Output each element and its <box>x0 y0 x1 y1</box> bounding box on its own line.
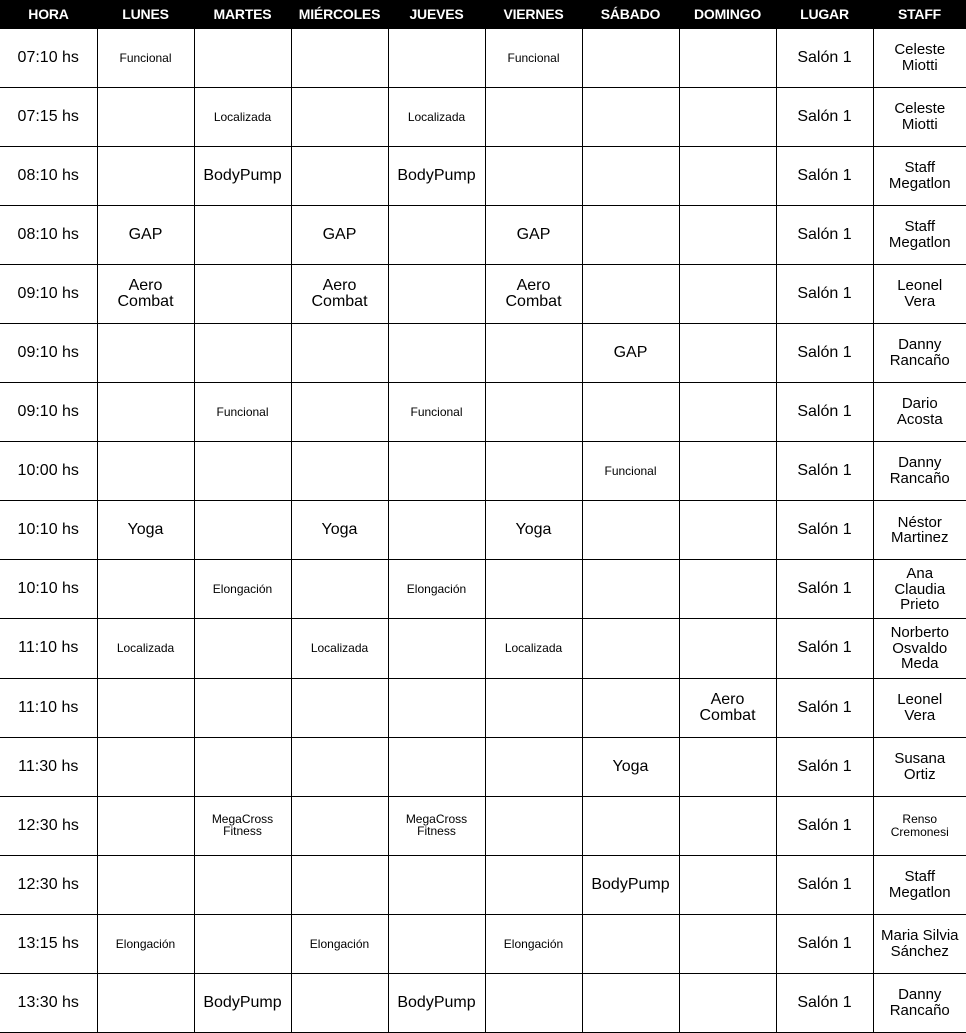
class-cell-sabado <box>582 205 679 264</box>
class-cell-martes <box>194 205 291 264</box>
class-cell-jueves <box>388 264 485 323</box>
schedule-row <box>0 205 966 264</box>
schedule-row <box>0 974 966 1033</box>
class-cell-lunes: Yoga <box>97 501 194 560</box>
class-cell-sabado <box>582 914 679 973</box>
class-cell-lunes <box>97 383 194 442</box>
class-cell-martes: Funcional <box>194 383 291 442</box>
class-cell-lunes <box>97 560 194 619</box>
class-cell-viernes <box>485 383 582 442</box>
staff-cell: Staff Megatlon <box>873 855 966 914</box>
time-cell: 09:10 hs <box>0 323 97 382</box>
schedule-row <box>0 796 966 855</box>
class-cell-lunes: GAP <box>97 205 194 264</box>
staff-cell: Dario Acosta <box>873 383 966 442</box>
class-cell-martes <box>194 619 291 678</box>
class-cell-viernes: Localizada <box>485 619 582 678</box>
header-lunes: LUNES <box>122 5 169 22</box>
class-cell-jueves <box>388 442 485 501</box>
class-cell-domingo <box>679 501 776 560</box>
staff-cell: Danny Rancaño <box>873 442 966 501</box>
schedule-header <box>0 0 966 28</box>
staff-cell: Susana Ortiz <box>873 737 966 796</box>
class-cell-lunes: Localizada <box>97 619 194 678</box>
staff-cell: Staff Megatlon <box>873 205 966 264</box>
class-cell-jueves: Funcional <box>388 383 485 442</box>
class-cell-lunes <box>97 796 194 855</box>
header-staff: STAFF <box>897 5 942 22</box>
class-cell-domingo <box>679 323 776 382</box>
class-cell-sabado <box>582 146 679 205</box>
class-cell-domingo <box>679 737 776 796</box>
class-cell-domingo <box>679 205 776 264</box>
class-cell-martes: BodyPump <box>194 974 291 1033</box>
staff-cell: Néstor Martinez <box>873 501 966 560</box>
class-cell-jueves: Elongación <box>388 560 485 619</box>
class-cell-martes <box>194 914 291 973</box>
class-cell-viernes <box>485 974 582 1033</box>
class-cell-lunes <box>97 146 194 205</box>
location-cell: Salón 1 <box>776 264 873 323</box>
class-cell-domingo <box>679 383 776 442</box>
class-cell-domingo <box>679 87 776 146</box>
class-cell-lunes <box>97 442 194 501</box>
class-cell-miercoles <box>291 323 388 382</box>
time-cell: 11:10 hs <box>0 619 97 678</box>
location-cell: Salón 1 <box>776 737 873 796</box>
class-cell-miercoles: Localizada <box>291 619 388 678</box>
time-cell: 10:10 hs <box>0 501 97 560</box>
class-cell-martes <box>194 855 291 914</box>
class-cell-martes: Elongación <box>194 560 291 619</box>
time-cell: 11:10 hs <box>0 678 97 737</box>
schedule-row <box>0 678 966 737</box>
class-cell-sabado: GAP <box>582 323 679 382</box>
time-cell: 12:30 hs <box>0 796 97 855</box>
class-cell-domingo <box>679 974 776 1033</box>
header-miercoles: MIÉRCOLES <box>298 5 381 22</box>
class-cell-jueves <box>388 678 485 737</box>
class-cell-martes <box>194 264 291 323</box>
schedule-row <box>0 146 966 205</box>
class-cell-domingo <box>679 560 776 619</box>
class-cell-sabado <box>582 796 679 855</box>
class-cell-lunes <box>97 323 194 382</box>
class-cell-martes: Localizada <box>194 87 291 146</box>
schedule-row <box>0 442 966 501</box>
header-jueves: JUEVES <box>409 5 464 22</box>
schedule-row <box>0 737 966 796</box>
time-cell: 10:00 hs <box>0 442 97 501</box>
location-cell: Salón 1 <box>776 205 873 264</box>
class-cell-miercoles <box>291 974 388 1033</box>
staff-cell: Leonel Vera <box>873 264 966 323</box>
time-cell: 09:10 hs <box>0 383 97 442</box>
class-cell-sabado <box>582 678 679 737</box>
location-cell: Salón 1 <box>776 383 873 442</box>
class-cell-martes: MegaCross Fitness <box>194 796 291 855</box>
class-cell-viernes: Aero Combat <box>485 264 582 323</box>
staff-cell: Norberto Osvaldo Meda <box>873 619 966 678</box>
class-cell-miercoles <box>291 442 388 501</box>
schedule-body <box>0 28 966 1033</box>
class-cell-domingo <box>679 914 776 973</box>
time-cell: 13:15 hs <box>0 914 97 973</box>
class-cell-lunes <box>97 737 194 796</box>
schedule-row <box>0 87 966 146</box>
class-cell-viernes <box>485 678 582 737</box>
class-cell-sabado <box>582 974 679 1033</box>
schedule-row <box>0 501 966 560</box>
staff-cell: Ana Claudia Prieto <box>873 560 966 619</box>
class-cell-lunes: Aero Combat <box>97 264 194 323</box>
schedule-row <box>0 560 966 619</box>
class-cell-sabado: Yoga <box>582 737 679 796</box>
class-cell-miercoles: Aero Combat <box>291 264 388 323</box>
class-cell-lunes <box>97 678 194 737</box>
class-cell-viernes <box>485 87 582 146</box>
class-cell-domingo <box>679 442 776 501</box>
schedule-row <box>0 855 966 914</box>
class-cell-jueves <box>388 323 485 382</box>
header-domingo: DOMINGO <box>693 5 762 22</box>
class-cell-lunes <box>97 87 194 146</box>
class-cell-sabado <box>582 619 679 678</box>
header-lugar: LUGAR <box>800 5 849 22</box>
class-cell-domingo <box>679 619 776 678</box>
class-cell-jueves: BodyPump <box>388 146 485 205</box>
time-cell: 08:10 hs <box>0 205 97 264</box>
class-cell-viernes <box>485 560 582 619</box>
class-cell-martes <box>194 737 291 796</box>
class-cell-jueves: MegaCross Fitness <box>388 796 485 855</box>
time-cell: 13:30 hs <box>0 974 97 1033</box>
location-cell: Salón 1 <box>776 87 873 146</box>
schedule-row <box>0 323 966 382</box>
location-cell: Salón 1 <box>776 442 873 501</box>
class-cell-viernes <box>485 323 582 382</box>
class-cell-martes <box>194 678 291 737</box>
class-cell-jueves <box>388 914 485 973</box>
class-cell-viernes <box>485 442 582 501</box>
staff-cell: Maria Silvia Sánchez <box>873 914 966 973</box>
class-cell-viernes: Funcional <box>485 28 582 87</box>
class-cell-miercoles <box>291 146 388 205</box>
schedule-row <box>0 264 966 323</box>
location-cell: Salón 1 <box>776 796 873 855</box>
class-cell-miercoles <box>291 87 388 146</box>
class-cell-viernes <box>485 796 582 855</box>
class-cell-miercoles <box>291 796 388 855</box>
class-cell-martes <box>194 501 291 560</box>
class-cell-viernes: Yoga <box>485 501 582 560</box>
staff-cell: Leonel Vera <box>873 678 966 737</box>
location-cell: Salón 1 <box>776 974 873 1033</box>
class-cell-sabado <box>582 383 679 442</box>
class-cell-martes: BodyPump <box>194 146 291 205</box>
class-cell-martes <box>194 442 291 501</box>
class-cell-miercoles: Elongación <box>291 914 388 973</box>
location-cell: Salón 1 <box>776 855 873 914</box>
class-cell-viernes: GAP <box>485 205 582 264</box>
schedule-row <box>0 619 966 678</box>
class-cell-domingo <box>679 146 776 205</box>
time-cell: 07:15 hs <box>0 87 97 146</box>
class-cell-lunes: Funcional <box>97 28 194 87</box>
class-cell-miercoles <box>291 737 388 796</box>
class-cell-jueves <box>388 855 485 914</box>
class-cell-sabado <box>582 560 679 619</box>
header-viernes: VIERNES <box>503 5 564 22</box>
class-cell-sabado <box>582 28 679 87</box>
class-cell-sabado: BodyPump <box>582 855 679 914</box>
class-cell-jueves: Localizada <box>388 87 485 146</box>
header-row <box>0 0 966 28</box>
class-cell-miercoles <box>291 678 388 737</box>
schedule-row <box>0 383 966 442</box>
class-cell-domingo <box>679 264 776 323</box>
class-cell-martes <box>194 28 291 87</box>
location-cell: Salón 1 <box>776 619 873 678</box>
class-cell-domingo <box>679 28 776 87</box>
class-cell-miercoles <box>291 383 388 442</box>
location-cell: Salón 1 <box>776 28 873 87</box>
class-cell-sabado <box>582 501 679 560</box>
class-cell-lunes <box>97 974 194 1033</box>
time-cell: 09:10 hs <box>0 264 97 323</box>
location-cell: Salón 1 <box>776 678 873 737</box>
class-cell-jueves <box>388 28 485 87</box>
class-cell-domingo: Aero Combat <box>679 678 776 737</box>
header-sabado: SÁBADO <box>600 5 661 22</box>
schedule-row <box>0 28 966 87</box>
class-cell-domingo <box>679 796 776 855</box>
location-cell: Salón 1 <box>776 323 873 382</box>
staff-cell: Staff Megatlon <box>873 146 966 205</box>
class-cell-viernes <box>485 737 582 796</box>
class-cell-jueves <box>388 205 485 264</box>
class-cell-martes <box>194 323 291 382</box>
staff-cell: Danny Rancaño <box>873 323 966 382</box>
header-martes: MARTES <box>213 5 272 22</box>
class-cell-sabado <box>582 264 679 323</box>
class-cell-sabado <box>582 87 679 146</box>
class-cell-lunes <box>97 855 194 914</box>
time-cell: 12:30 hs <box>0 855 97 914</box>
class-cell-lunes: Elongación <box>97 914 194 973</box>
class-cell-miercoles: Yoga <box>291 501 388 560</box>
class-cell-miercoles <box>291 560 388 619</box>
class-cell-sabado: Funcional <box>582 442 679 501</box>
location-cell: Salón 1 <box>776 501 873 560</box>
class-cell-miercoles <box>291 28 388 87</box>
location-cell: Salón 1 <box>776 560 873 619</box>
class-cell-jueves <box>388 619 485 678</box>
time-cell: 08:10 hs <box>0 146 97 205</box>
class-cell-miercoles: GAP <box>291 205 388 264</box>
time-cell: 07:10 hs <box>0 28 97 87</box>
time-cell: 10:10 hs <box>0 560 97 619</box>
class-cell-jueves <box>388 501 485 560</box>
time-cell: 11:30 hs <box>0 737 97 796</box>
class-cell-viernes <box>485 855 582 914</box>
staff-cell: Celeste Miotti <box>873 28 966 87</box>
class-cell-jueves: BodyPump <box>388 974 485 1033</box>
schedule-row <box>0 914 966 973</box>
class-cell-miercoles <box>291 855 388 914</box>
location-cell: Salón 1 <box>776 914 873 973</box>
location-cell: Salón 1 <box>776 146 873 205</box>
class-cell-jueves <box>388 737 485 796</box>
class-cell-domingo <box>679 855 776 914</box>
staff-cell: Renso Cremonesi <box>873 796 966 855</box>
class-cell-viernes <box>485 146 582 205</box>
header-hora: HORA <box>28 5 69 22</box>
class-cell-viernes: Elongación <box>485 914 582 973</box>
staff-cell: Danny Rancaño <box>873 974 966 1033</box>
staff-cell: Celeste Miotti <box>873 87 966 146</box>
